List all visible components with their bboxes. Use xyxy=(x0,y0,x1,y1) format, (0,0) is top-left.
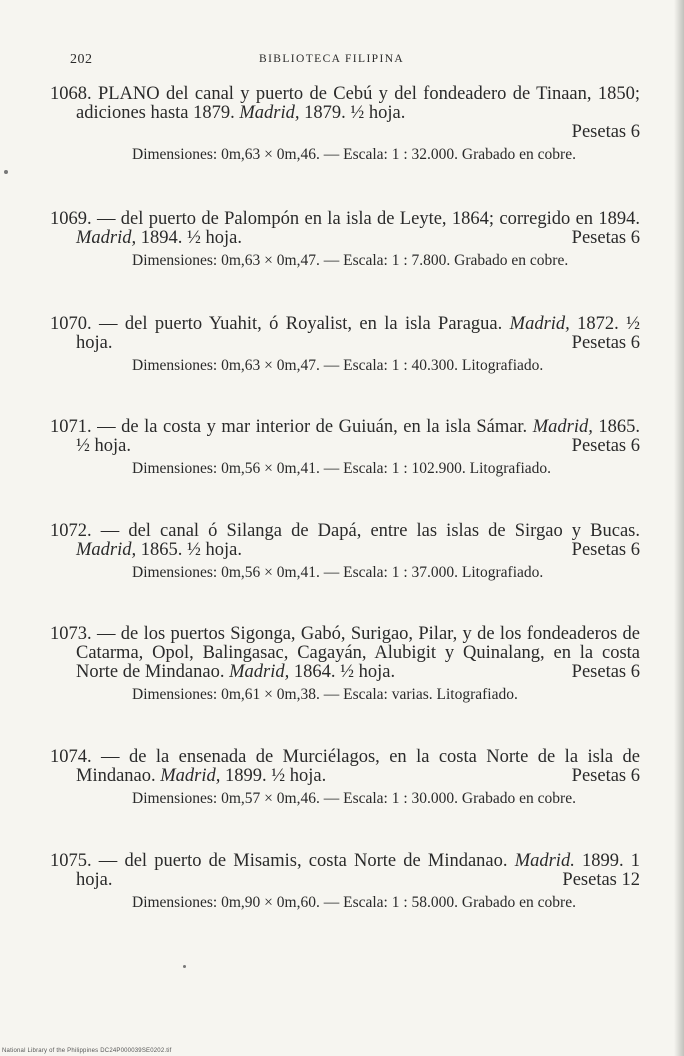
entry-imprint: 1872. ½ hoja. xyxy=(76,314,641,353)
entry-number: 1068. xyxy=(50,84,92,104)
entry-number: 1071. xyxy=(50,417,92,437)
entry-imprint: 1894. ½ hoja. xyxy=(140,228,242,248)
entry-description: — del puerto de Misamis, costa Norte de Mindanao. xyxy=(98,851,508,871)
entry-price: Pesetas 6 xyxy=(571,662,640,682)
entry-dimensions: Dimensiones: 0m,63 × 0m,47. — Escala: 1 : 40.300. Litografiado. xyxy=(132,357,544,374)
scan-watermark: National Library of the Philippines DC24P000039SE0202.tif xyxy=(2,1048,172,1054)
entry-imprint: 1864. ½ hoja. xyxy=(293,662,396,682)
entry-dimensions: Dimensiones: 0m,63 × 0m,47. — Escala: 1 : 7.800. Grabado en cobre. xyxy=(132,252,569,269)
entry-imprint-place: Madrid, xyxy=(76,540,137,560)
entry-dimensions: Dimensiones: 0m,57 × 0m,46. — Escala: 1 : 30.000. Grabado en cobre. xyxy=(132,790,576,807)
entry-text xyxy=(50,315,640,353)
entry-text xyxy=(50,748,640,786)
ink-speck xyxy=(183,965,186,968)
catalog-entry xyxy=(50,748,640,807)
entry-price: Pesetas 6 xyxy=(571,540,640,560)
entry-description: PLANO del canal y puerto de Cebú y del fondeadero de Tinaan, 1850; adiciones hasta 1879. xyxy=(76,84,640,123)
entry-dimensions: Dimensiones: 0m,63 × 0m,46. — Escala: 1 : 32.000. Grabado en cobre. xyxy=(132,146,576,163)
catalog-entry xyxy=(50,85,640,163)
entry-text xyxy=(50,85,640,123)
entry-text xyxy=(50,852,640,890)
entry-number: 1075. xyxy=(50,851,92,871)
entry-dimensions: Dimensiones: 0m,90 × 0m,60. — Escala: 1 : 58.000. Grabado en cobre. xyxy=(132,894,576,911)
entry-imprint-place: Madrid, xyxy=(76,228,137,248)
entry-price: Pesetas 6 xyxy=(571,228,640,248)
entry-imprint-place: Madrid, xyxy=(239,103,300,123)
entry-imprint-place: Madrid, xyxy=(509,314,570,334)
page-number: 202 xyxy=(70,52,93,67)
catalog-entry xyxy=(50,625,640,703)
entry-text xyxy=(50,625,640,682)
entry-description: — del puerto de Palompón en la isla de Leyte, 1864; corregido en 1894. xyxy=(96,209,641,229)
entry-imprint: 1899. 1 hoja. xyxy=(76,851,641,890)
entry-description: — de la costa y mar interior de Guiuán, en la isla Sámar. xyxy=(97,417,528,437)
entry-number: 1069. xyxy=(50,209,92,229)
entry-imprint-place: Madrid, xyxy=(160,766,221,786)
running-title: BIBLIOTECA FILIPINA xyxy=(259,53,405,65)
entry-dimensions: Dimensiones: 0m,56 × 0m,41. — Escala: 1 : 37.000. Litografiado. xyxy=(132,564,544,581)
catalog-entry xyxy=(50,210,640,269)
entry-text xyxy=(50,522,640,560)
entry-number: 1073. xyxy=(50,624,92,644)
entry-imprint: 1899. ½ hoja. xyxy=(225,766,327,786)
entry-number: 1070. xyxy=(50,314,92,334)
entry-description: — de la ensenada de Murciélagos, en la costa Norte de la isla de Mindanao. xyxy=(76,747,641,786)
entry-imprint: 1879. ½ hoja. xyxy=(304,103,406,123)
catalog-entry xyxy=(50,418,640,477)
catalog-entry xyxy=(50,522,640,581)
entry-price: Pesetas 6 xyxy=(571,436,640,456)
entry-imprint-place: Madrid, xyxy=(532,417,593,437)
entry-description: — de los puertos Sigonga, Gabó, Surigao, Pilar, y de los fondeaderos de Catarma, Opol, Balingasac, Cagayán, Alubigit y Quinalang, en la costa Norte de Mindanao. xyxy=(76,624,641,682)
entry-price: Pesetas 6 xyxy=(571,122,640,142)
entry-price: Pesetas 6 xyxy=(571,333,640,353)
entry-imprint: 1865. ½ hoja. xyxy=(140,540,242,560)
page-edge-shadow xyxy=(674,0,684,1056)
catalog-entry xyxy=(50,315,640,374)
entry-number: 1072. xyxy=(50,521,92,541)
entry-text xyxy=(50,418,640,456)
entry-description: — del puerto Yuahit, ó Royalist, en la isla Paragua. xyxy=(99,314,503,334)
entry-price: Pesetas 12 xyxy=(562,870,640,890)
entry-imprint-place: Madrid. xyxy=(514,851,575,871)
entry-imprint-place: Madrid, xyxy=(229,662,290,682)
page-header xyxy=(70,52,640,70)
entry-dimensions: Dimensiones: 0m,61 × 0m,38. — Escala: varias. Litografiado. xyxy=(132,686,518,703)
entry-dimensions: Dimensiones: 0m,56 × 0m,41. — Escala: 1 : 102.900. Litografiado. xyxy=(132,460,551,477)
catalog-entry xyxy=(50,852,640,911)
entry-number: 1074. xyxy=(50,747,92,767)
entry-text xyxy=(50,210,640,248)
entry-imprint: 1865. ½ hoja. xyxy=(76,417,640,456)
entry-description: — del canal ó Silanga de Dapá, entre las islas de Sirgao y Bucas. xyxy=(100,521,640,541)
ink-speck xyxy=(4,170,8,174)
entry-price: Pesetas 6 xyxy=(571,766,640,786)
